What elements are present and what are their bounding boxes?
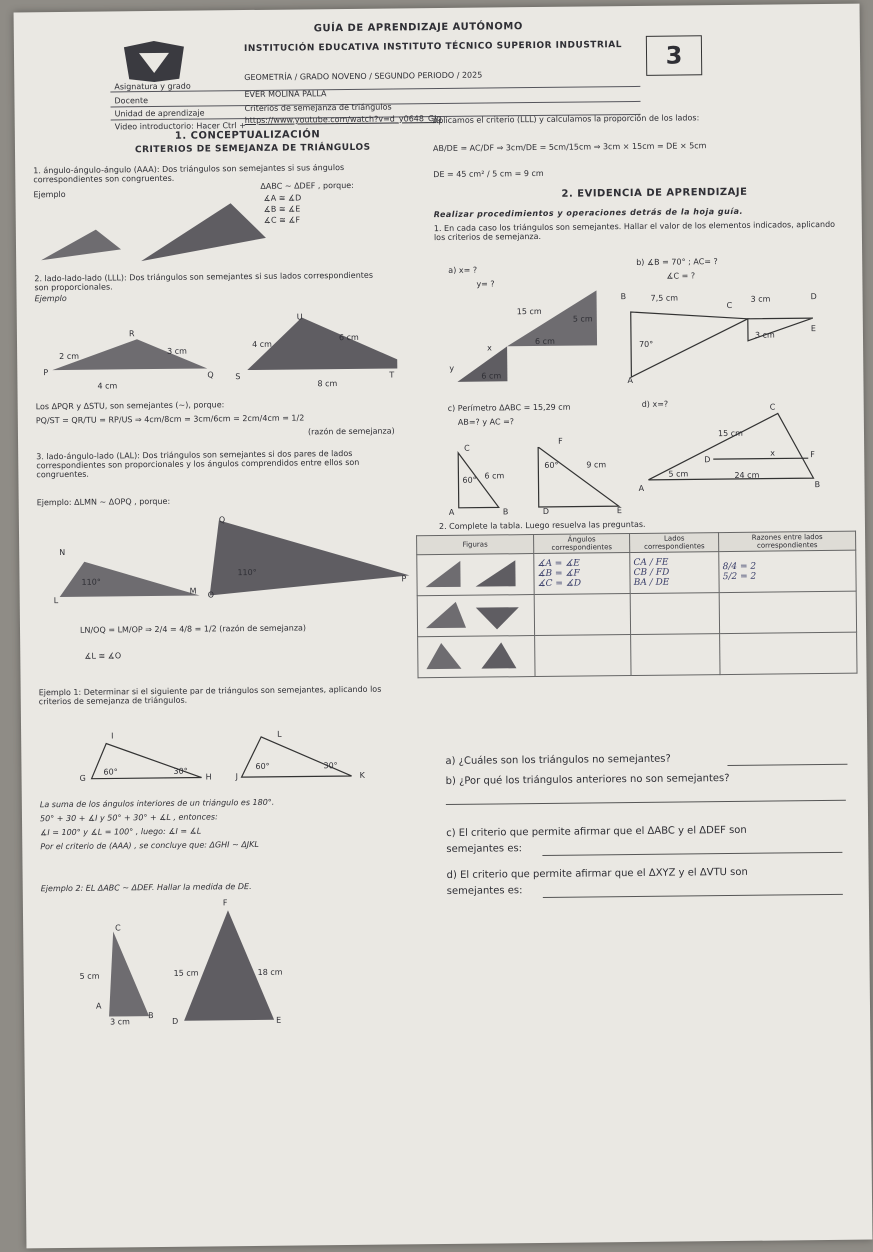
lll-label-4cm: 4 cm (97, 381, 118, 391)
part-d-x: d) x=? (641, 399, 669, 409)
figure-cell (417, 554, 534, 596)
ratios-cell[interactable]: 8/4 = 2 5/2 = 2 (719, 550, 856, 592)
question-d-line1: d) El criterio que permite afirmar que el ΔXYZ y el ΔVTU son (446, 866, 748, 881)
ex1-label-60b: 60° (255, 761, 270, 771)
part-c-label-B: B (502, 507, 509, 517)
section-title-evidencia: 2. EVIDENCIA DE APRENDIZAJE (561, 186, 748, 200)
teacher-value: EVER MOLINA PALLA (244, 89, 327, 100)
part-d-label-F: F (810, 450, 815, 460)
ratios-cell[interactable] (720, 632, 857, 674)
part-d-triangle (638, 408, 839, 494)
subject-label: Asignatura y grado (114, 81, 191, 92)
lll-label-8cm: 8 cm (317, 379, 338, 389)
lll-result: DE = 45 cm² / 5 cm = 9 cm (433, 168, 544, 180)
table-row (418, 632, 857, 678)
ex1-text4: Por el criterio de (AAA) , se concluye que: ΔGHI ~ ΔJKL (40, 839, 259, 852)
lll-label-T: T (389, 370, 395, 380)
part-b-label-3cm-b: 3 cm (754, 330, 775, 340)
video-label: Video introductorio: Hacer Ctrl + (114, 121, 246, 132)
aaa-eq1: ∡A ≅ ∡D (263, 193, 302, 203)
part-a-label-y: y (449, 363, 455, 373)
angles-cell[interactable] (534, 594, 631, 636)
aaa-statement: ΔABC ~ ΔDEF , porque: (260, 180, 354, 191)
part-d-label-5cm: 5 cm (668, 469, 689, 479)
lal-label-N: N (59, 547, 66, 558)
part-a-label-15cm: 15 cm (516, 306, 542, 317)
example1-title: Ejemplo 1: Determinar si el siguiente par de triángulos son semejantes, aplicando los criterios de semejanza de triángulos. (38, 684, 382, 707)
lal-example: Ejemplo: ΔLMN ~ ΔOPQ , porque: (36, 496, 171, 508)
ex1-label-30b: 30° (323, 761, 338, 771)
lll-triangles (37, 306, 398, 394)
ex1-label-I: I (111, 731, 114, 741)
lll-label-S: S (235, 372, 241, 382)
ratios-cell[interactable] (719, 591, 856, 633)
part-a-label-6cm-b: 6 cm (481, 371, 502, 381)
part-a-label-x: x (487, 343, 492, 353)
similarity-table (416, 531, 857, 679)
part-b-label-7-5cm: 7,5 cm (650, 293, 679, 303)
part-b-label-A: A (627, 375, 633, 386)
lll-applied-text: Aplicamos el criterio (LLL) y calculamos la proporción de los lados: (432, 113, 700, 126)
lal-label-P: P (401, 574, 407, 584)
table-header-lados: Lados correspondientes (630, 533, 719, 553)
lll-calc: AB/DE = AC/DF ⇒ 3cm/DE = 5cm/15cm ⇒ 3cm × 15cm = DE × 5cm (432, 141, 707, 154)
part-c-label-D: D (542, 506, 550, 516)
answer-line-b[interactable] (446, 800, 846, 805)
unit-value: Criterios de semejanza de triángulos (244, 102, 392, 114)
part-d-label-C: C (769, 402, 776, 412)
part-c-label-60: 60° (462, 475, 477, 485)
answer-line-d[interactable] (543, 894, 843, 898)
part-c-label-9cm: 9 cm (586, 460, 607, 470)
ex2-label-15cm: 15 cm (173, 968, 199, 978)
lll-label-6cm: 6 cm (338, 332, 359, 343)
table-row (417, 550, 856, 596)
video-link[interactable]: https://www.youtube.com/watch?v=d_y0648_Glg (244, 113, 442, 126)
ex1-label-60: 60° (103, 767, 118, 777)
part-d-label-A: A (638, 483, 645, 493)
part-d-label-x: x (770, 448, 775, 458)
question-a: a) ¿Cuáles son los triángulos no semejantes? (445, 753, 671, 767)
lll-label-R: R (128, 329, 135, 339)
ex1-label-30: 30° (173, 766, 188, 776)
part-c-label-6cm: 6 cm (484, 471, 505, 481)
lal-label-L: L (53, 596, 59, 606)
sides-cell[interactable] (630, 593, 720, 635)
part-a-x: a) x= ? (448, 265, 478, 275)
school-logo (119, 39, 189, 88)
part-d-label-D: D (704, 455, 711, 465)
ex2-label-F: F (222, 898, 228, 908)
section-title-conceptualizacion: 1. CONCEPTUALIZACIÓN (174, 129, 321, 142)
part-c-label-A: A (448, 507, 455, 517)
lal-angle-eq: ∡L ≅ ∡O (84, 651, 122, 661)
part-a-label-6cm: 6 cm (534, 336, 555, 347)
part-b-label-D: D (810, 292, 817, 302)
part-c-question: AB=? y AC =? (457, 417, 515, 427)
lal-label-M: M (189, 586, 197, 596)
item2-text: 2. Complete la tabla. Luego resuelva las preguntas. (438, 519, 646, 532)
ex2-label-5cm: 5 cm (79, 971, 100, 981)
ex2-label-A: A (95, 1001, 102, 1011)
lll-example-label: Ejemplo (34, 293, 67, 304)
aaa-triangles (41, 198, 282, 275)
answer-line-c[interactable] (542, 852, 842, 856)
item1-text: 1. En cada caso los triángulos son semejantes. Hallar el valor de los elementos indicados, aplicando los criterios de semejanza. (433, 219, 836, 243)
table-header-razones: Razones entre lados correspondientes (719, 531, 856, 551)
lal-label-Q: Q (218, 515, 226, 525)
lll-label-Q: Q (207, 370, 214, 380)
lal-triangles (39, 513, 420, 621)
lll-label-U: U (296, 312, 303, 322)
part-b-label-E: E (810, 324, 817, 334)
part-c-label-E: E (616, 506, 622, 516)
instructions: Realizar procedimientos y operaciones detrás de la hoja guía. (433, 206, 744, 220)
lal-equation: LN/OQ = LM/OP ⇒ 2/4 = 4/8 = 1/2 (razón de semejanza) (79, 623, 307, 635)
aaa-example-label: Ejemplo (33, 189, 66, 200)
guide-title: GUÍA DE APRENDIZAJE AUTÓNOMO (313, 21, 523, 35)
lll-statement: Los ΔPQR y ΔSTU, son semejantes (~), porque: (35, 400, 225, 412)
figure-cell (418, 636, 535, 678)
ex1-label-L: L (277, 729, 282, 739)
lal-label-O: O (207, 590, 215, 600)
lll-reason: (razón de semejanza) (307, 426, 395, 437)
ex1-text2: 50° + 30 + ∡I y 50° + 30° + ∡L , entonces: (39, 812, 218, 824)
guide-number: 3 (646, 35, 702, 76)
part-b-label-C: C (726, 300, 733, 311)
part-c-perimeter: c) Perímetro ΔABC = 15,29 cm (447, 402, 571, 413)
question-c-line2: semejantes es: (446, 843, 523, 855)
angles-cell[interactable]: ∡A = ∡E ∡B = ∡F ∡C = ∡D (534, 553, 631, 595)
ex1-label-J: J (235, 772, 238, 782)
sides-cell[interactable] (631, 634, 721, 676)
part-b-label-3cm: 3 cm (750, 294, 771, 304)
part-a-label-5cm: 5 cm (572, 314, 593, 324)
lal-label-110: 110° (81, 577, 101, 587)
sides-cell[interactable]: CA / FE CB / FD BA / DE (630, 552, 720, 594)
table-header-figuras: Figuras (417, 535, 534, 555)
part-c-label-F: F (558, 436, 563, 446)
ex1-label-G: G (79, 773, 86, 783)
ex2-label-18cm: 18 cm (257, 967, 283, 977)
part-b-label-70: 70° (639, 339, 654, 349)
unit-label: Unidad de aprendizaje (114, 108, 205, 119)
ex2-label-D: D (172, 1016, 179, 1026)
ex1-text3: ∡I = 100° y ∡L = 100° , luego: ∡I = ∡L (40, 826, 202, 838)
angles-cell[interactable] (535, 635, 632, 677)
part-a-triangles (447, 290, 608, 391)
lll-label-2cm: 2 cm (59, 351, 80, 362)
example2-title: Ejemplo 2: EL ΔABC ~ ΔDEF. Hallar la medida de DE. (40, 882, 252, 894)
aaa-eq2: ∡B ≅ ∡E (263, 204, 301, 214)
part-d-label-B: B (814, 480, 821, 490)
table-header-angulos: Ángulos correspondientes (534, 534, 630, 554)
lll-label-P: P (43, 368, 49, 378)
part-d-label-15cm: 15 cm (717, 428, 743, 439)
ex2-label-3cm: 3 cm (110, 1017, 131, 1027)
ex2-label-E: E (276, 1015, 282, 1025)
part-b-label-B: B (620, 292, 627, 302)
table-row (417, 591, 856, 637)
part-c-label-C: C (464, 443, 470, 453)
lal-title: 3. lado-ángulo-lado (LAL): Dos triángulos son semejantes si dos pares de lados correspondientes son proporcionales y los ángulos comprendidos entre ellos son congruentes. (36, 448, 360, 480)
ex1-label-H: H (205, 772, 212, 782)
lll-title: 2. lado-lado-lado (LLL): Dos triángulos son semejantes si sus lados correspondientes son proporcionales. (34, 270, 374, 293)
aaa-eq3: ∡C ≅ ∡F (263, 215, 301, 225)
teacher-label: Docente (114, 96, 149, 106)
ex2-label-C: C (115, 923, 121, 933)
part-d-label-24cm: 24 cm (734, 470, 760, 480)
ex1-text1: La suma de los ángulos interiores de un triángulo es 180°. (39, 797, 275, 810)
subject-value: GEOMETRÍA / GRADO NOVENO / SEGUNDO PERIODO / 2025 (244, 70, 483, 83)
part-c-label-60b: 60° (544, 460, 559, 470)
question-d-line2: semejantes es: (446, 885, 523, 897)
part-b-c: ∡C = ? (666, 271, 696, 281)
figure-cell (417, 595, 534, 637)
part-a-y: y= ? (476, 279, 495, 289)
lll-label-4cm-b: 4 cm (251, 339, 272, 349)
lll-label-3cm: 3 cm (167, 346, 187, 356)
question-b: b) ¿Por qué los triángulos anteriores no son semejantes? (445, 773, 730, 787)
part-b-angle: b) ∡B = 70° ; AC= ? (636, 257, 718, 267)
aaa-title: 1. ángulo-ángulo-ángulo (AAA): Dos triángulos son semejantes si sus ángulos correspondientes son congruentes. (33, 163, 345, 185)
lll-equation: PQ/ST = QR/TU = RP/US ⇒ 4cm/8cm = 3cm/6cm = 2cm/4cm = 1/2 (35, 413, 305, 426)
institution-name: INSTITUCIÓN EDUCATIVA INSTITUTO TÉCNICO SUPERIOR INDUSTRIAL (243, 40, 622, 55)
criteria-title: CRITERIOS DE SEMEJANZA DE TRIÁNGULOS (134, 142, 371, 156)
answer-line-a[interactable] (727, 764, 847, 766)
ex2-label-B: B (148, 1011, 154, 1021)
worksheet-page (14, 4, 873, 1249)
lal-label-110b: 110° (237, 567, 257, 578)
ex1-label-K: K (359, 770, 365, 780)
question-c-line1: c) El criterio que permite afirmar que el ΔABC y el ΔDEF son (446, 824, 747, 839)
